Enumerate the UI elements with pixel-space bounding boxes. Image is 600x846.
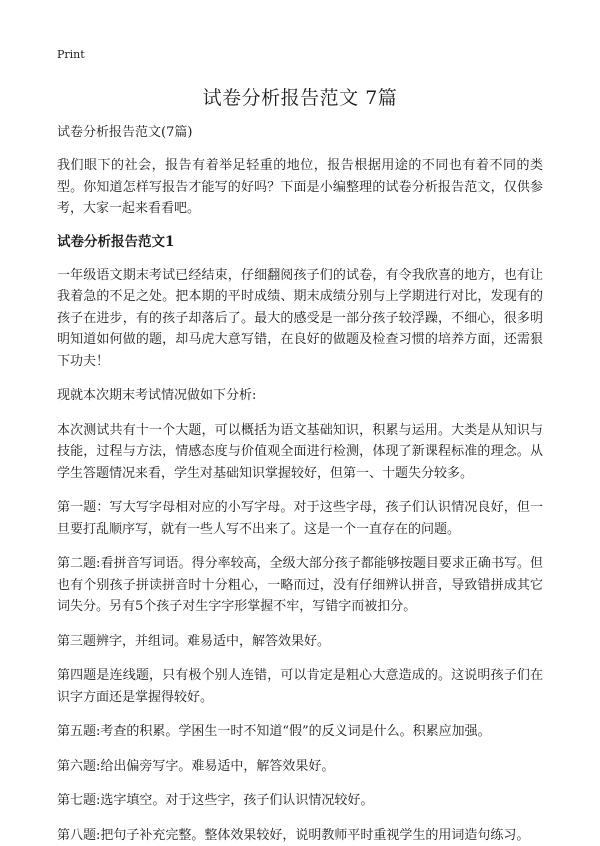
body-paragraph-9: 第六题:给出偏旁写字。难易适中，解答效果好。 [57, 756, 543, 778]
body-paragraph-5: 第二题:看拼音写词语。得分率较高，全级大部分孩子都能够按题目要求正确书写。但也有个别孩子拼读拼音时十分粗心，一略而过，没有仔细辨认拼音，导致错拼成其它词失分。另有5个孩子对生字字形掌握不牢，写错字而被扣分。 [57, 553, 543, 618]
body-paragraph-4: 第一题：写大写字母相对应的小写字母。对于这些字母，孩子们认识情况良好，但一旦要打乱顺序写，就有一些人写不出来了。这是一个一直存在的问题。 [57, 497, 543, 540]
body-paragraph-10: 第七题:选字填空。对于这些字，孩子们认识情况较好。 [57, 790, 543, 812]
print-label[interactable]: Print [57, 48, 543, 62]
body-paragraph-1: 一年级语文期末考试已经结束，仔细翻阅孩子们的试卷，有令我欣喜的地方，也有让我着急的不足之处。把本期的平时成绩、期末成绩分别与上学期进行对比，发现有的孩子在进步，有的孩子却落后了。最大的感受是一部分孩子较浮躁，不细心，很多明明知道如何做的题，却马虎大意写错，在良好的做题及检查习惯的培养方面，还需狠下功夫！ [57, 265, 543, 373]
document-title: 试卷分析报告范文 7篇 [57, 86, 543, 110]
body-paragraph-3: 本次测试共有十一个大题，可以概括为语文基础知识，积累与运用。大类是从知识与技能，过程与方法，情感态度与价值观全面进行检测，体现了新课程标准的理念。从学生答题情况来看，学生对基础知识掌握较好，但第一、十题失分较多。 [57, 420, 543, 485]
section-heading: 试卷分析报告范文1 [57, 232, 543, 252]
body-paragraph-7: 第四题是连线题，只有极个别人连错，可以肯定是粗心大意造成的。这说明孩子们在识字方面还是掌握得较好。 [57, 665, 543, 708]
body-paragraph-8: 第五题:考查的积累。学困生一时不知道“假”的反义词是什么。积累应加强。 [57, 721, 543, 743]
body-paragraph-11: 第八题:把句子补充完整。整体效果较好，说明教师平时重视学生的用词造句练习。 [57, 825, 543, 846]
document-subtitle: 试卷分析报告范文(7篇) [57, 124, 543, 142]
body-paragraph-2: 现就本次期末考试情况做如下分析: [57, 385, 543, 407]
body-paragraph-6: 第三题辨字，并组词。难易适中，解答效果好。 [57, 631, 543, 653]
intro-paragraph: 我们眼下的社会，报告有着举足轻重的地位，报告根据用途的不同也有着不同的类型。你知道怎样写报告才能写的好吗？下面是小编整理的试卷分析报告范文，仅供参考，大家一起来看看吧。 [57, 155, 543, 220]
